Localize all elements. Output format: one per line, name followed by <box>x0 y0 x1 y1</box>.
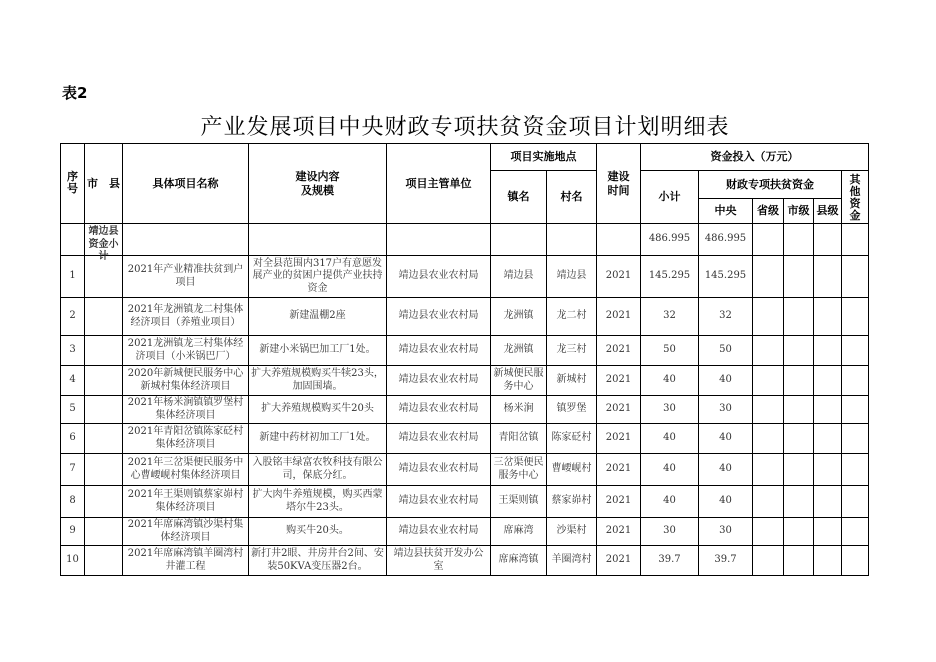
row-county-level <box>814 454 842 486</box>
table-row <box>61 454 869 486</box>
header-project-name: 具体项目名称 <box>123 144 249 224</box>
row-town: 王渠则镇 <box>491 486 547 518</box>
row-provincial <box>753 366 784 396</box>
row-subtotal: 40 <box>641 454 699 486</box>
row-provincial <box>753 396 784 424</box>
row-central: 30 <box>699 396 753 424</box>
row-village: 新城村 <box>547 366 597 396</box>
page-title: 产业发展项目中央财政专项扶贫资金项目计划明细表 <box>200 115 730 140</box>
row-county <box>85 424 123 454</box>
row-central: 50 <box>699 336 753 366</box>
row-subtotal: 39.7 <box>641 546 699 576</box>
row-county-level <box>814 396 842 424</box>
row-town: 席麻湾 <box>491 518 547 546</box>
row-seq: 8 <box>61 486 85 518</box>
row-other <box>842 298 869 336</box>
row-village: 沙渠村 <box>547 518 597 546</box>
header-funds: 资金投入（万元） <box>641 144 869 171</box>
row-city <box>784 454 814 486</box>
row-town: 靖边县 <box>491 256 547 298</box>
header-seq: 序号 <box>61 144 85 224</box>
row-project-name: 2021年席麻湾镇羊圈湾村井灌工程 <box>123 546 249 576</box>
row-town: 席麻湾镇 <box>491 546 547 576</box>
table-row <box>61 336 869 366</box>
row-year: 2021 <box>597 396 641 424</box>
table-row <box>61 396 869 424</box>
row-city <box>784 486 814 518</box>
row-seq: 7 <box>61 454 85 486</box>
table-row <box>61 486 869 518</box>
row-town: 杨米涧 <box>491 396 547 424</box>
row-city <box>784 424 814 454</box>
row-other <box>842 546 869 576</box>
row-other <box>842 454 869 486</box>
row-content: 新建温棚2座 <box>249 298 387 336</box>
row-unit: 靖边县农业农村局 <box>387 454 491 486</box>
header-village: 村名 <box>547 171 597 224</box>
table-row <box>61 366 869 396</box>
header-county-level: 县级 <box>814 199 842 224</box>
header-location: 项目实施地点 <box>491 144 597 171</box>
table-row <box>61 546 869 576</box>
header-town: 镇名 <box>491 171 547 224</box>
row-content: 入股铭丰绿富农牧科技有限公司，保底分红。 <box>249 454 387 486</box>
row-unit: 靖边县农业农村局 <box>387 256 491 298</box>
row-year: 2021 <box>597 366 641 396</box>
row-project-name: 2021年青阳岔镇陈家砭村集体经济项目 <box>123 424 249 454</box>
row-county-level <box>814 518 842 546</box>
row-year: 2021 <box>597 298 641 336</box>
row-content: 扩大肉牛养殖规模，购买西蒙塔尔牛23头。 <box>249 486 387 518</box>
row-town: 龙洲镇 <box>491 336 547 366</box>
row-year: 2021 <box>597 424 641 454</box>
row-county <box>85 518 123 546</box>
row-county <box>85 486 123 518</box>
row-year: 2021 <box>597 256 641 298</box>
row-provincial <box>753 486 784 518</box>
row-village: 龙二村 <box>547 298 597 336</box>
row-seq: 3 <box>61 336 85 366</box>
row-central: 40 <box>699 366 753 396</box>
row-city <box>784 336 814 366</box>
row-county <box>85 454 123 486</box>
row-seq: 4 <box>61 366 85 396</box>
row-other <box>842 396 869 424</box>
row-town: 青阳岔镇 <box>491 424 547 454</box>
row-county-level <box>814 336 842 366</box>
subtotal-amount: 486.995 <box>641 224 699 256</box>
row-subtotal: 40 <box>641 366 699 396</box>
subtotal-row <box>61 224 869 256</box>
row-year: 2021 <box>597 546 641 576</box>
row-central: 40 <box>699 454 753 486</box>
row-year: 2021 <box>597 486 641 518</box>
row-county <box>85 366 123 396</box>
row-subtotal: 40 <box>641 424 699 454</box>
row-project-name: 2021年产业精准扶贫到户项目 <box>123 256 249 298</box>
row-subtotal: 50 <box>641 336 699 366</box>
row-unit: 靖边县农业农村局 <box>387 518 491 546</box>
row-other <box>842 424 869 454</box>
row-city <box>784 366 814 396</box>
row-village: 镇罗堡 <box>547 396 597 424</box>
row-village: 陈家砭村 <box>547 424 597 454</box>
row-central: 39.7 <box>699 546 753 576</box>
row-unit: 靖边县农业农村局 <box>387 336 491 366</box>
row-county-level <box>814 486 842 518</box>
row-county-level <box>814 424 842 454</box>
header-fiscal: 财政专项扶贫资金 <box>699 171 842 199</box>
row-county <box>85 396 123 424</box>
row-provincial <box>753 256 784 298</box>
row-project-name: 2021年王渠则镇蔡家峁村集体经济项目 <box>123 486 249 518</box>
row-county-level <box>814 298 842 336</box>
row-other <box>842 366 869 396</box>
row-other <box>842 336 869 366</box>
row-content: 对全县范围内317户有意愿发展产业的贫困户提供产业扶持资金 <box>249 256 387 298</box>
row-content: 扩大养殖规模购买牛犊23头，加固围墙。 <box>249 366 387 396</box>
row-central: 145.295 <box>699 256 753 298</box>
row-other <box>842 518 869 546</box>
row-village: 羊圈湾村 <box>547 546 597 576</box>
row-project-name: 2021年席麻湾镇沙渠村集体经济项目 <box>123 518 249 546</box>
row-seq: 6 <box>61 424 85 454</box>
row-county <box>85 336 123 366</box>
row-provincial <box>753 424 784 454</box>
table-row <box>61 518 869 546</box>
row-subtotal: 40 <box>641 486 699 518</box>
row-county-level <box>814 256 842 298</box>
row-seq: 10 <box>61 546 85 576</box>
subtotal-central: 486.995 <box>699 224 753 256</box>
row-county <box>85 298 123 336</box>
row-unit: 靖边县农业农村局 <box>387 366 491 396</box>
header-county: 市 县 <box>85 144 123 224</box>
row-provincial <box>753 518 784 546</box>
row-seq: 2 <box>61 298 85 336</box>
row-project-name: 2021年龙洲镇龙二村集体经济项目（养殖业项目） <box>123 298 249 336</box>
row-unit: 靖边县农业农村局 <box>387 424 491 454</box>
row-city <box>784 546 814 576</box>
row-central: 30 <box>699 518 753 546</box>
header-content: 建设内容 及规模 <box>249 144 387 224</box>
header-provincial: 省级 <box>753 199 784 224</box>
row-subtotal: 32 <box>641 298 699 336</box>
row-village: 曹崾岘村 <box>547 454 597 486</box>
row-other <box>842 256 869 298</box>
row-city <box>784 298 814 336</box>
row-seq: 9 <box>61 518 85 546</box>
header-city: 市级 <box>784 199 814 224</box>
header-time: 建设时间 <box>597 144 641 224</box>
sheet-label: 表2 <box>62 84 88 102</box>
row-project-name: 2020年新城便民服务中心新城村集体经济项目 <box>123 366 249 396</box>
table-row <box>61 298 869 336</box>
row-central: 40 <box>699 424 753 454</box>
row-year: 2021 <box>597 336 641 366</box>
row-content: 新打井2眼、井房井台2间、安装50KVA变压器2台。 <box>249 546 387 576</box>
row-content: 购买牛20头。 <box>249 518 387 546</box>
row-county-level <box>814 546 842 576</box>
row-content: 新建小米锅巴加工厂1处。 <box>249 336 387 366</box>
row-year: 2021 <box>597 518 641 546</box>
row-content: 扩大养殖规模购买牛20头 <box>249 396 387 424</box>
header-central: 中央 <box>699 199 753 224</box>
row-village: 靖边县 <box>547 256 597 298</box>
row-provincial <box>753 454 784 486</box>
row-village: 龙三村 <box>547 336 597 366</box>
table-row <box>61 256 869 298</box>
subtotal-label: 靖边县资金小计 <box>85 224 123 256</box>
row-unit: 靖边县农业农村局 <box>387 298 491 336</box>
header-subtotal: 小计 <box>641 171 699 224</box>
header-other: 其他资金 <box>842 171 869 224</box>
row-central: 40 <box>699 486 753 518</box>
row-other <box>842 486 869 518</box>
row-village: 蔡家峁村 <box>547 486 597 518</box>
header-unit: 项目主管单位 <box>387 144 491 224</box>
row-provincial <box>753 336 784 366</box>
row-provincial <box>753 546 784 576</box>
row-town: 龙洲镇 <box>491 298 547 336</box>
row-city <box>784 256 814 298</box>
row-town: 三岔渠便民服务中心 <box>491 454 547 486</box>
row-city <box>784 396 814 424</box>
row-project-name: 2021年三岔渠便民服务中心曹崾岘村集体经济项目 <box>123 454 249 486</box>
row-content: 新建中药材初加工厂1处。 <box>249 424 387 454</box>
row-provincial <box>753 298 784 336</box>
row-year: 2021 <box>597 454 641 486</box>
row-project-name: 2021龙洲镇龙三村集体经济项目（小米锅巴厂） <box>123 336 249 366</box>
row-subtotal: 30 <box>641 518 699 546</box>
row-city <box>784 518 814 546</box>
row-subtotal: 145.295 <box>641 256 699 298</box>
row-unit: 靖边县农业农村局 <box>387 396 491 424</box>
row-town: 新城便民服务中心 <box>491 366 547 396</box>
table-row <box>61 424 869 454</box>
row-unit: 靖边县扶贫开发办公室 <box>387 546 491 576</box>
row-county-level <box>814 366 842 396</box>
row-subtotal: 30 <box>641 396 699 424</box>
row-central: 32 <box>699 298 753 336</box>
row-seq: 5 <box>61 396 85 424</box>
row-unit: 靖边县农业农村局 <box>387 486 491 518</box>
project-plan-table <box>60 143 869 576</box>
cell-empty <box>61 224 85 256</box>
row-seq: 1 <box>61 256 85 298</box>
row-project-name: 2021年杨米涧镇镇罗堡村集体经济项目 <box>123 396 249 424</box>
row-county <box>85 546 123 576</box>
